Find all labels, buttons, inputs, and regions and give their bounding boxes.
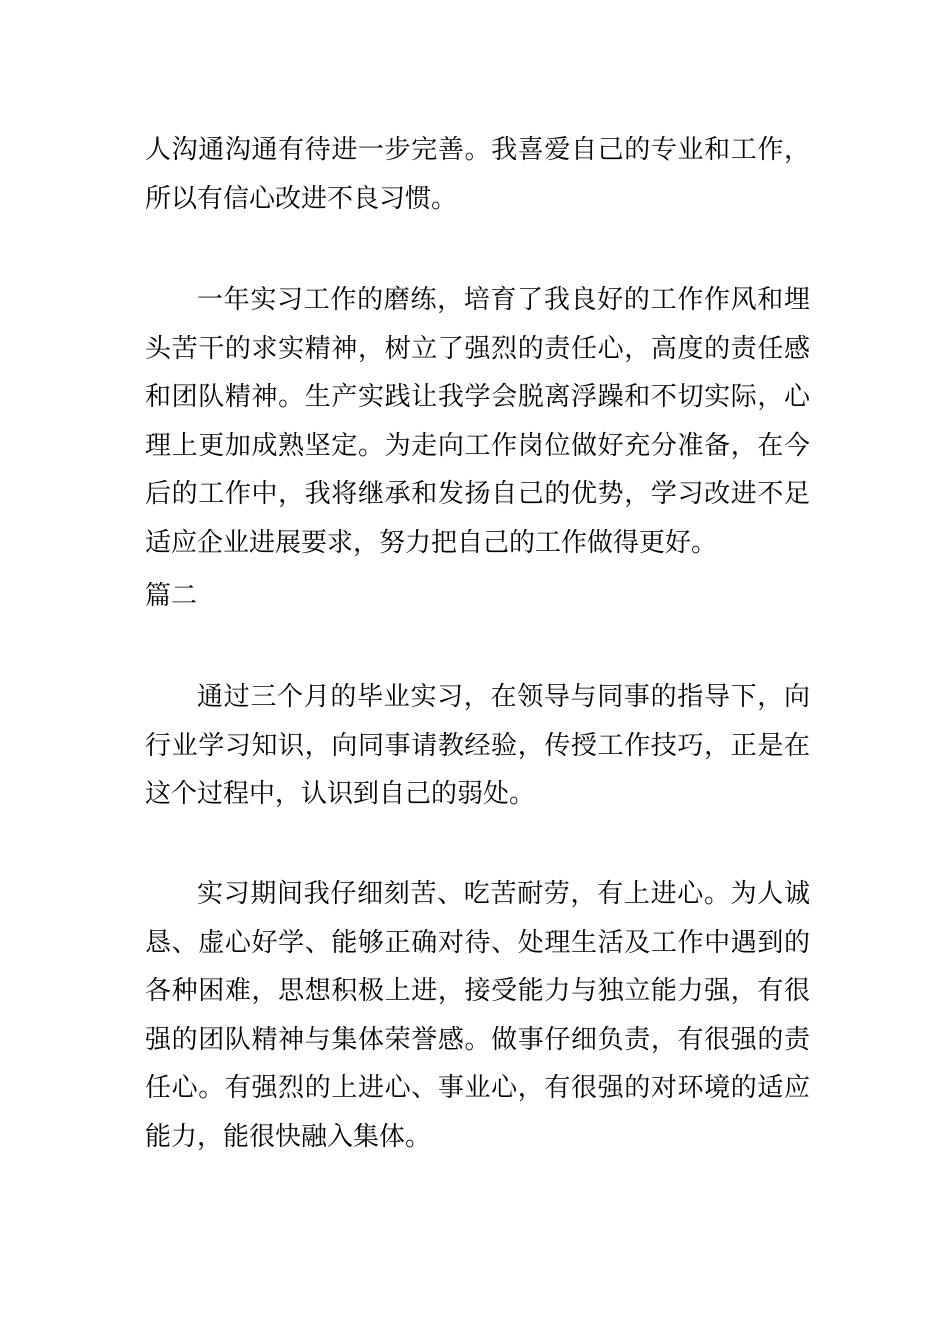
paragraph-internship-summary: 一年实习工作的磨练，培育了我良好的工作作风和埋头苦干的求实精神，树立了强烈的责任心，高度的责任感和团队精神。生产实践让我学会脱离浮躁和不切实际，心理上更加成熟坚定。为走向工作岗位做好充分准备，在今后的工作中，我将继承和发扬自己的优势，学习改进不足适应企业进展要求，努力把自己的工作做得更好。: [145, 285, 810, 558]
section-heading: 篇二: [145, 581, 198, 611]
paragraph-three-months: 通过三个月的毕业实习，在领导与同事的指导下，向行业学习知识，向同事请教经验，传授工作技巧，正是在这个过程中，认识到自己的弱处。: [145, 682, 810, 809]
paragraph-internship-period: 实习期间我仔细刻苦、吃苦耐劳，有上进心。为人诚恳、虚心好学、能够正确对待、处理生活及工作中遇到的各种困难，思想积极上进，接受能力与独立能力强，有很强的团队精神与集体荣誉感。做事仔细负责，有很强的责任心。有强烈的上进心、事业心，有很强的对环境的适应能力，能很快融入集体。: [145, 879, 810, 1152]
paragraph-continuation: 人沟通沟通有待进一步完善。我喜爱自己的专业和工作，所以有信心改进不良习惯。: [145, 135, 810, 214]
